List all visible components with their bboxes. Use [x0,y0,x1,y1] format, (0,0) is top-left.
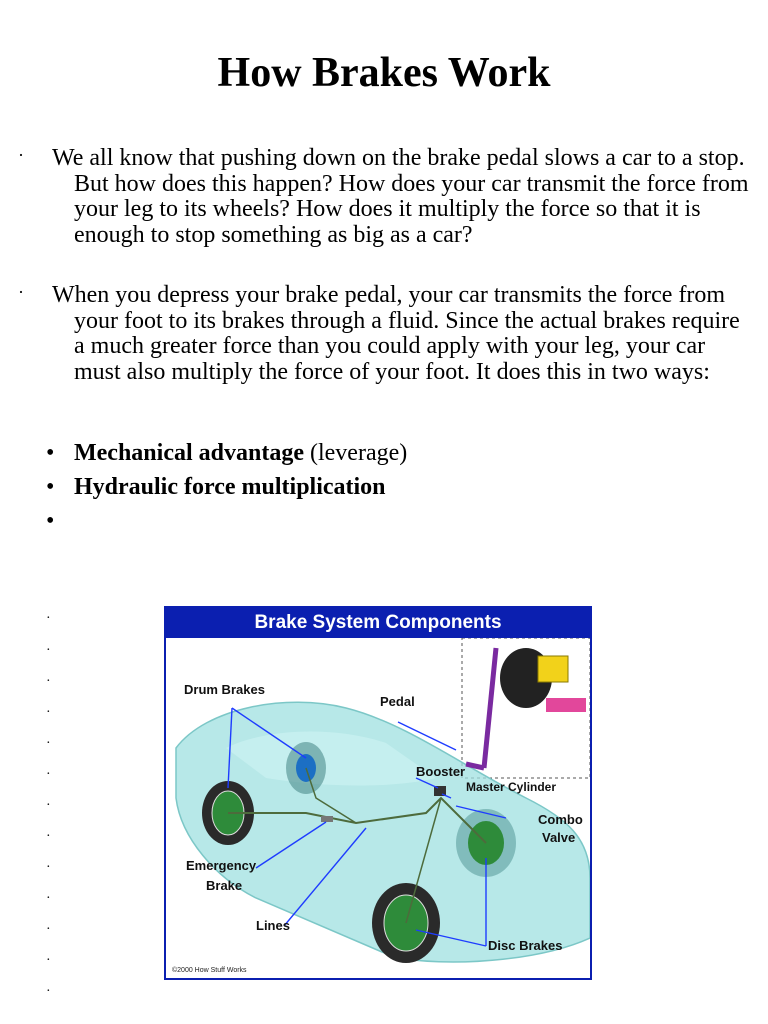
empty-bullet: · [46,984,51,999]
label-emergency-brake-2: Brake [206,878,243,893]
empty-bullet: · [46,860,51,875]
label-disc-brakes: Disc Brakes [488,938,563,953]
bullet-dot: • [46,440,55,466]
bullet-bold-text: Hydraulic force multiplication [74,474,386,500]
empty-bullet: · [46,953,51,968]
figure-copyright: ©2000 How Stuff Works [172,967,247,974]
label-emergency-brake-1: Emergency [186,858,257,873]
empty-bullet: · [46,767,51,782]
paragraph-1 [18,143,754,248]
page-title: How Brakes Work [217,50,551,96]
bullet-normal-text: (leverage) [303,440,408,466]
bullet-hydraulic-force [46,472,386,502]
booster-assembly [466,648,586,768]
paragraph-marker: · [18,282,24,302]
empty-bullet: · [46,705,51,720]
empty-bullet: · [46,736,51,751]
bullet-dot: • [46,474,55,500]
empty-bullet: · [46,643,51,658]
label-drum-brakes: Drum Brakes [184,682,265,697]
label-booster: Booster [416,764,466,779]
empty-bullet: · [46,798,51,813]
label-combo-valve-2: Valve [542,830,576,845]
bullet-empty [46,506,74,536]
label-combo-valve-1: Combo [538,812,583,827]
label-lines: Lines [256,918,290,933]
paragraph-1-text: We all know that pushing down on the brake pedal slows a car to a stop. But how does this happen? How does your car transmit the force from your leg to its wheels? How does it multiply the force so that it is enough to stop something as big as a car? [52,145,749,248]
paragraph-2 [18,280,754,385]
empty-bullet: · [46,922,51,937]
bullet-mechanical-advantage [46,438,407,468]
brake-system-figure [164,606,592,980]
paragraph-2-text: When you depress your brake pedal, your car transmits the force from your foot to its brakes through a fluid. Since the actual brakes require a much greater force than you could apply with your leg, your car must also multiply the force of your foot. It does this in two ways: [52,282,740,385]
figure-header: Brake System Components [166,608,590,638]
empty-bullet: · [46,674,51,689]
emergency-brake-cable [321,816,333,822]
bullet-dot: • [46,508,55,534]
label-master-cylinder: Master Cylinder [466,780,557,794]
paragraph-marker: · [18,145,24,165]
empty-bullet: · [46,829,51,844]
empty-bullet: · [46,891,51,906]
bullet-bold-text: Mechanical advantage [74,440,304,466]
empty-bullet: · [46,611,51,626]
label-pedal: Pedal [380,694,415,709]
